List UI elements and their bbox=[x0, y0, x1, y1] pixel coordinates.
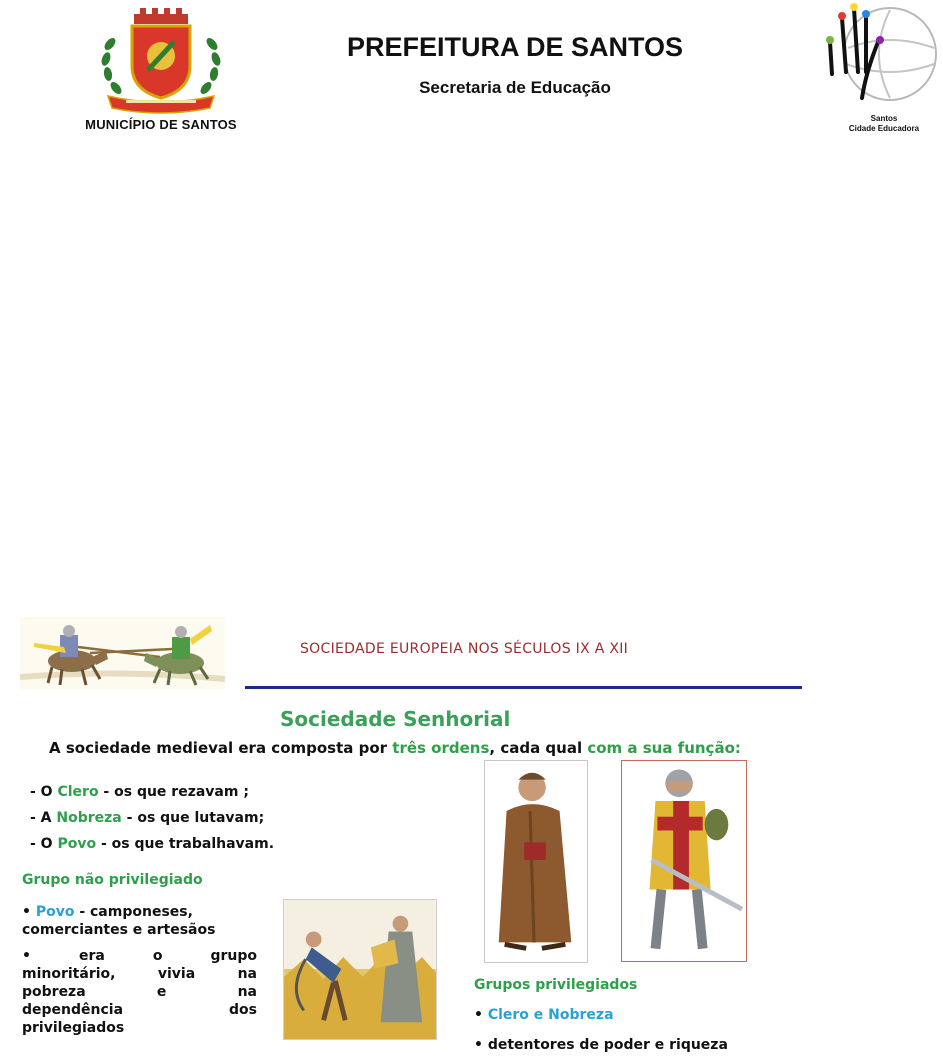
city-crest-emblem bbox=[96, 4, 226, 116]
privileged-bullet-1-text: Clero e Nobreza bbox=[487, 1007, 614, 1023]
peasants-harvest-illustration bbox=[283, 899, 437, 1040]
knight-nobreza-figure bbox=[621, 760, 747, 962]
crest-caption: MUNICÍPIO DE SANTOS bbox=[85, 117, 237, 132]
np-bullet-1-name: Povo bbox=[35, 904, 75, 920]
list-item-prefix: - O bbox=[30, 836, 58, 852]
order-name-clero: Clero bbox=[57, 784, 99, 800]
logo-caption-line1: Santos bbox=[870, 114, 898, 123]
page-subtitle: Secretaria de Educação bbox=[419, 78, 611, 97]
list-item bbox=[30, 779, 274, 805]
privileged-heading: Grupos privilegiados bbox=[474, 977, 638, 993]
np-bullet-2-line3: pobreza e na bbox=[22, 984, 257, 1000]
non-privileged-text bbox=[22, 903, 257, 1037]
order-name-povo: Povo bbox=[57, 836, 97, 852]
hand-globe-logo bbox=[822, 2, 942, 112]
list-item-text: - os que lutavam; bbox=[121, 810, 265, 826]
logo-caption bbox=[826, 114, 942, 134]
list-item-prefix: - A bbox=[30, 810, 57, 826]
np-bullet-1-text: - camponeses, bbox=[74, 904, 193, 920]
privileged-bullet-2-text: detentores de poder e riqueza bbox=[487, 1037, 728, 1053]
intro-text-1: A sociedade medieval era composta por bbox=[49, 739, 393, 757]
non-privileged-heading: Grupo não privilegiado bbox=[22, 872, 203, 888]
slide-title: Sociedade Senhorial bbox=[280, 707, 511, 731]
logo-caption-line2: Cidade Educadora bbox=[848, 124, 920, 133]
orders-list bbox=[30, 779, 274, 857]
slide-heading: SOCIEDADE EUROPEIA NOS SÉCULOS IX A XII bbox=[300, 641, 629, 657]
monk-clero-figure bbox=[484, 760, 588, 963]
np-bullet-1: • Povo - camponeses, bbox=[22, 904, 193, 920]
list-item-text: - os que rezavam ; bbox=[98, 784, 249, 800]
intro-highlight-function: com a sua função: bbox=[587, 739, 741, 757]
intro-text-2: , cada qual bbox=[489, 739, 588, 757]
np-bullet-2-line1: • era o grupo bbox=[22, 948, 257, 964]
list-item bbox=[30, 805, 274, 831]
privileged-bullet-1: • Clero e Nobreza bbox=[474, 1007, 614, 1023]
jousting-knights-illustration bbox=[20, 617, 225, 689]
np-bullet-1-line2: comerciantes e artesãos bbox=[22, 922, 216, 938]
np-bullet-2-line5: privilegiados bbox=[22, 1020, 125, 1036]
np-bullet-2-line4: dependência dos bbox=[22, 1002, 257, 1018]
privileged-bullet-2: • detentores de poder e riqueza bbox=[474, 1037, 728, 1053]
list-item bbox=[30, 831, 274, 857]
list-item-prefix: - O bbox=[30, 784, 58, 800]
list-item-text: - os que trabalhavam. bbox=[96, 836, 275, 852]
order-name-nobreza: Nobreza bbox=[56, 810, 122, 826]
intro-highlight-three-orders: três ordens bbox=[392, 739, 490, 757]
np-bullet-2-line2: minoritário, vivia na bbox=[22, 966, 257, 982]
intro-paragraph bbox=[49, 738, 769, 758]
page-title: PREFEITURA DE SANTOS bbox=[346, 32, 684, 62]
heading-divider bbox=[245, 686, 802, 689]
